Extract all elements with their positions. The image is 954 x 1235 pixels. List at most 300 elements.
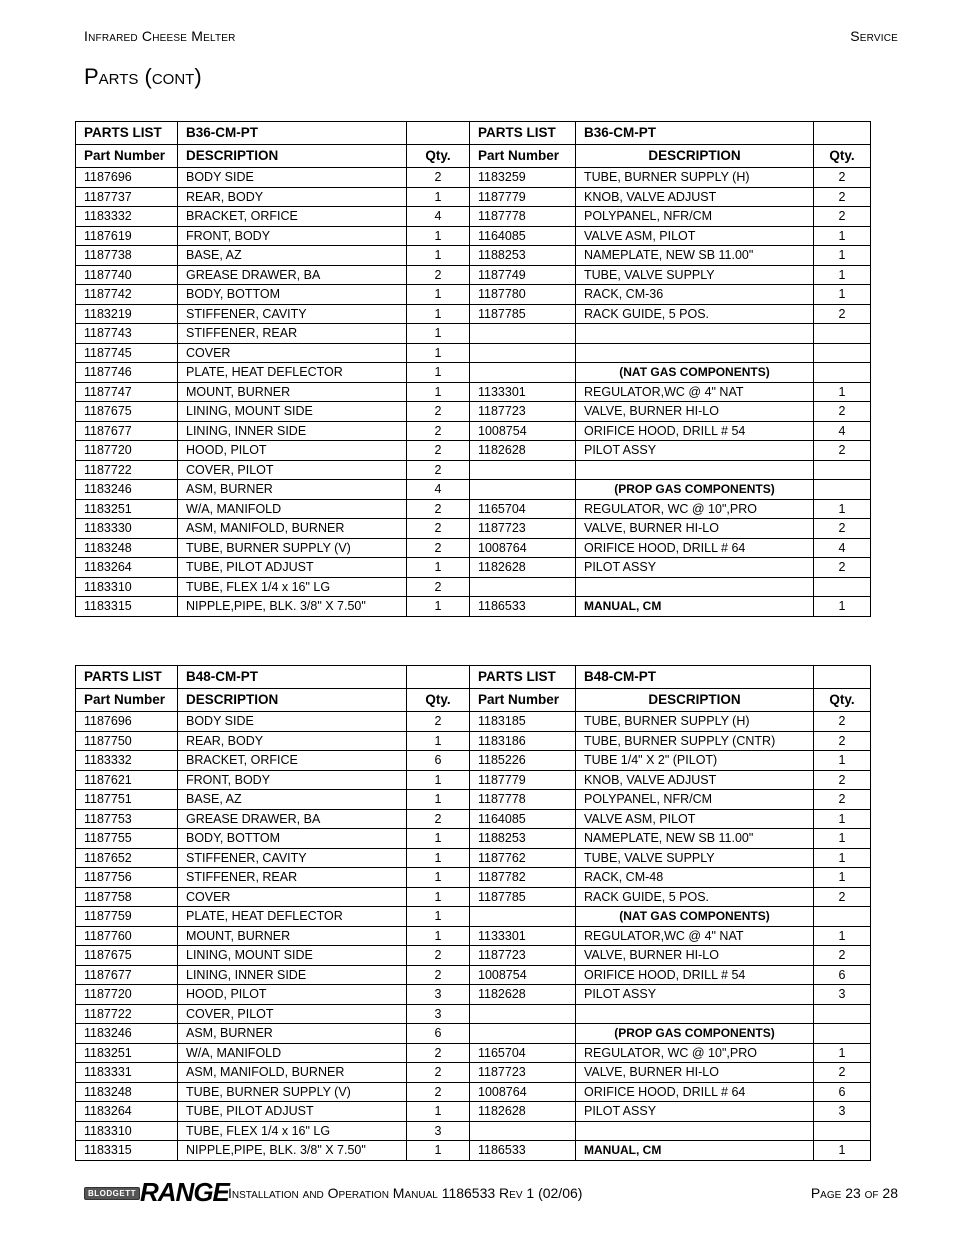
header-title: Infrared Cheese Melter — [84, 28, 236, 44]
part-number-cell: 1183246 — [76, 480, 178, 500]
part-number-cell: 1187755 — [76, 829, 178, 849]
description-cell: COVER — [178, 343, 407, 363]
qty-cell — [814, 343, 871, 363]
description-cell: KNOB, VALVE ADJUST — [576, 187, 814, 207]
description-cell: HOOD, PILOT — [178, 985, 407, 1005]
part-number-cell: 1187749 — [470, 265, 576, 285]
qty-cell: 2 — [407, 965, 470, 985]
description-cell: GREASE DRAWER, BA — [178, 809, 407, 829]
table-row — [76, 829, 871, 849]
table-row — [76, 187, 871, 207]
part-number-cell: 1187750 — [76, 731, 178, 751]
part-number-cell: 1187738 — [76, 246, 178, 266]
col-header-description: DESCRIPTION — [178, 689, 407, 712]
table-row — [76, 597, 871, 617]
qty-cell: 2 — [814, 187, 871, 207]
description-cell: VALVE, BURNER HI-LO — [576, 946, 814, 966]
qty-cell: 2 — [814, 168, 871, 188]
qty-cell: 2 — [407, 402, 470, 422]
qty-cell: 6 — [407, 1024, 470, 1044]
qty-cell: 1 — [814, 285, 871, 305]
description-cell: RACK, CM-48 — [576, 868, 814, 888]
table-row — [76, 809, 871, 829]
part-number-cell: 1183246 — [76, 1024, 178, 1044]
parts-list-label: PARTS LIST — [76, 122, 178, 145]
description-cell: VALVE, BURNER HI-LO — [576, 402, 814, 422]
part-number-cell: 1187723 — [470, 402, 576, 422]
part-number-cell: 1183310 — [76, 1121, 178, 1141]
qty-cell: 1 — [407, 246, 470, 266]
part-number-cell: 1187675 — [76, 946, 178, 966]
part-number-cell: 1187785 — [470, 887, 576, 907]
table-row — [76, 751, 871, 771]
header-section: Service — [850, 28, 898, 44]
col-header-part-number: Part Number — [470, 145, 576, 168]
qty-cell — [814, 907, 871, 927]
table-row — [76, 1121, 871, 1141]
description-cell — [576, 1121, 814, 1141]
table-row — [76, 363, 871, 383]
table-row — [76, 1141, 871, 1161]
description-cell: MANUAL, CM — [576, 1141, 814, 1161]
description-cell: TUBE 1/4" X 2" (PILOT) — [576, 751, 814, 771]
parts-list-spacer — [814, 122, 871, 145]
part-number-cell: 1183186 — [470, 731, 576, 751]
col-header-qty: Qty. — [814, 145, 871, 168]
description-cell: REGULATOR, WC @ 10",PRO — [576, 1043, 814, 1063]
part-number-cell: 1008764 — [470, 1082, 576, 1102]
description-cell: BODY SIDE — [178, 168, 407, 188]
part-number-cell: 1183251 — [76, 1043, 178, 1063]
qty-cell — [814, 480, 871, 500]
description-cell: VALVE, BURNER HI-LO — [576, 1063, 814, 1083]
table-row — [76, 731, 871, 751]
part-number-cell: 1188253 — [470, 246, 576, 266]
parts-list-label: PARTS LIST — [76, 666, 178, 689]
qty-cell: 2 — [814, 790, 871, 810]
part-number-cell: 1187737 — [76, 187, 178, 207]
description-cell: REGULATOR,WC @ 4" NAT — [576, 926, 814, 946]
table-row — [76, 421, 871, 441]
table-row — [76, 382, 871, 402]
qty-cell: 1 — [407, 848, 470, 868]
qty-cell: 1 — [407, 907, 470, 927]
qty-cell: 2 — [407, 441, 470, 461]
qty-cell: 1 — [814, 265, 871, 285]
part-number-cell: 1182628 — [470, 985, 576, 1005]
part-number-cell: 1165704 — [470, 1043, 576, 1063]
part-number-cell: 1183332 — [76, 751, 178, 771]
table-row — [76, 926, 871, 946]
part-number-cell: 1187619 — [76, 226, 178, 246]
description-cell: TUBE, PILOT ADJUST — [178, 1102, 407, 1122]
part-number-cell: 1133301 — [470, 382, 576, 402]
part-number-cell: 1187785 — [470, 304, 576, 324]
qty-cell: 2 — [814, 304, 871, 324]
part-number-cell: 1187675 — [76, 402, 178, 422]
qty-cell: 1 — [814, 848, 871, 868]
part-number-cell — [470, 343, 576, 363]
qty-cell: 2 — [814, 1063, 871, 1083]
qty-cell: 1 — [407, 829, 470, 849]
table-row — [76, 441, 871, 461]
part-number-cell: 1183219 — [76, 304, 178, 324]
description-cell: TUBE, VALVE SUPPLY — [576, 265, 814, 285]
part-number-cell — [470, 1024, 576, 1044]
qty-cell: 1 — [814, 926, 871, 946]
part-number-cell: 1187753 — [76, 809, 178, 829]
table-row — [76, 480, 871, 500]
description-cell: BODY, BOTTOM — [178, 829, 407, 849]
table-row — [76, 460, 871, 480]
part-number-cell: 1183332 — [76, 207, 178, 227]
qty-cell — [814, 1121, 871, 1141]
qty-cell: 1 — [814, 868, 871, 888]
description-cell: RACK, CM-36 — [576, 285, 814, 305]
col-header-qty: Qty. — [814, 689, 871, 712]
column-header-row — [76, 689, 871, 712]
table-row — [76, 790, 871, 810]
qty-cell: 3 — [407, 1004, 470, 1024]
page-title: Parts (cont) — [84, 64, 202, 89]
table-row — [76, 1082, 871, 1102]
description-cell: ORIFICE HOOD, DRILL # 54 — [576, 965, 814, 985]
description-cell: LINING, INNER SIDE — [178, 421, 407, 441]
table-row — [76, 265, 871, 285]
part-number-cell: 1187762 — [470, 848, 576, 868]
table-row — [76, 907, 871, 927]
col-header-description: DESCRIPTION — [178, 145, 407, 168]
part-number-cell: 1183264 — [76, 558, 178, 578]
model-number: B48-CM-PT — [576, 666, 814, 689]
description-cell: REAR, BODY — [178, 187, 407, 207]
part-number-cell: 1187696 — [76, 168, 178, 188]
part-number-cell: 1187779 — [470, 770, 576, 790]
part-number-cell: 1187720 — [76, 985, 178, 1005]
col-header-qty: Qty. — [407, 689, 470, 712]
qty-cell: 1 — [814, 1043, 871, 1063]
description-cell: BRACKET, ORFICE — [178, 751, 407, 771]
part-number-cell: 1187742 — [76, 285, 178, 305]
part-number-cell: 1187696 — [76, 712, 178, 732]
description-cell: STIFFENER, CAVITY — [178, 304, 407, 324]
qty-cell: 3 — [814, 1102, 871, 1122]
part-number-cell: 1187780 — [470, 285, 576, 305]
part-number-cell: 1187747 — [76, 382, 178, 402]
table-row — [76, 499, 871, 519]
qty-cell: 2 — [407, 538, 470, 558]
part-number-cell: 1008754 — [470, 421, 576, 441]
part-number-cell: 1187677 — [76, 965, 178, 985]
part-number-cell: 1165704 — [470, 499, 576, 519]
qty-cell: 1 — [407, 343, 470, 363]
qty-cell — [814, 460, 871, 480]
description-cell: PILOT ASSY — [576, 1102, 814, 1122]
table-row — [76, 519, 871, 539]
description-cell: BASE, AZ — [178, 246, 407, 266]
table-row — [76, 985, 871, 1005]
qty-cell: 2 — [407, 577, 470, 597]
qty-cell: 2 — [814, 519, 871, 539]
description-cell: VALVE ASM, PILOT — [576, 226, 814, 246]
table-row — [76, 538, 871, 558]
qty-cell — [814, 1004, 871, 1024]
table-row — [76, 946, 871, 966]
description-cell: COVER, PILOT — [178, 460, 407, 480]
description-cell: TUBE, BURNER SUPPLY (H) — [576, 168, 814, 188]
part-number-cell: 1183251 — [76, 499, 178, 519]
description-cell: TUBE, BURNER SUPPLY (H) — [576, 712, 814, 732]
qty-cell: 1 — [407, 226, 470, 246]
part-number-cell: 1133301 — [470, 926, 576, 946]
description-cell: ORIFICE HOOD, DRILL # 64 — [576, 1082, 814, 1102]
part-number-cell: 1182628 — [470, 441, 576, 461]
qty-cell: 1 — [814, 499, 871, 519]
qty-cell: 2 — [814, 402, 871, 422]
description-cell: LINING, MOUNT SIDE — [178, 946, 407, 966]
logo-small-text: BLODGETT — [84, 1187, 140, 1200]
section-heading-cell: (NAT GAS COMPONENTS) — [576, 363, 814, 383]
col-header-part-number: Part Number — [76, 689, 178, 712]
description-cell: REAR, BODY — [178, 731, 407, 751]
part-number-cell: 1183315 — [76, 597, 178, 617]
qty-cell: 1 — [407, 558, 470, 578]
qty-cell: 1 — [407, 304, 470, 324]
part-number-cell: 1187723 — [470, 946, 576, 966]
description-cell: TUBE, BURNER SUPPLY (CNTR) — [576, 731, 814, 751]
qty-cell: 1 — [407, 382, 470, 402]
qty-cell: 4 — [407, 480, 470, 500]
part-number-cell: 1183331 — [76, 1063, 178, 1083]
qty-cell: 6 — [407, 751, 470, 771]
qty-cell: 2 — [407, 809, 470, 829]
part-number-cell: 1183330 — [76, 519, 178, 539]
part-number-cell: 1183248 — [76, 538, 178, 558]
description-cell: PILOT ASSY — [576, 985, 814, 1005]
description-cell: NAMEPLATE, NEW SB 11.00" — [576, 829, 814, 849]
part-number-cell: 1187759 — [76, 907, 178, 927]
qty-cell: 1 — [407, 868, 470, 888]
qty-cell: 2 — [407, 1043, 470, 1063]
qty-cell: 2 — [407, 168, 470, 188]
part-number-cell: 1187751 — [76, 790, 178, 810]
qty-cell: 1 — [407, 1141, 470, 1161]
parts-list-spacer — [814, 666, 871, 689]
table-row — [76, 1063, 871, 1083]
table-row — [76, 577, 871, 597]
qty-cell: 6 — [814, 965, 871, 985]
description-cell: NIPPLE,PIPE, BLK. 3/8" X 7.50" — [178, 597, 407, 617]
description-cell: ASM, MANIFOLD, BURNER — [178, 1063, 407, 1083]
part-number-cell: 1185226 — [470, 751, 576, 771]
description-cell: TUBE, VALVE SUPPLY — [576, 848, 814, 868]
qty-cell: 2 — [814, 731, 871, 751]
description-cell: RACK GUIDE, 5 POS. — [576, 887, 814, 907]
part-number-cell: 1187782 — [470, 868, 576, 888]
part-number-cell: 1183310 — [76, 577, 178, 597]
col-header-part-number: Part Number — [470, 689, 576, 712]
parts-list-label: PARTS LIST — [470, 122, 576, 145]
description-cell: BODY, BOTTOM — [178, 285, 407, 305]
description-cell: TUBE, BURNER SUPPLY (V) — [178, 538, 407, 558]
section-heading-cell: (PROP GAS COMPONENTS) — [576, 1024, 814, 1044]
description-cell — [576, 324, 814, 344]
description-cell: HOOD, PILOT — [178, 441, 407, 461]
table-row — [76, 402, 871, 422]
part-number-cell: 1187756 — [76, 868, 178, 888]
qty-cell: 4 — [814, 421, 871, 441]
description-cell: W/A, MANIFOLD — [178, 1043, 407, 1063]
description-cell: NIPPLE,PIPE, BLK. 3/8" X 7.50" — [178, 1141, 407, 1161]
part-number-cell: 1187746 — [76, 363, 178, 383]
part-number-cell: 1187758 — [76, 887, 178, 907]
table-row — [76, 1024, 871, 1044]
qty-cell: 2 — [407, 946, 470, 966]
col-header-description: DESCRIPTION — [576, 145, 814, 168]
qty-cell: 1 — [407, 597, 470, 617]
description-cell: PILOT ASSY — [576, 441, 814, 461]
qty-cell: 3 — [407, 985, 470, 1005]
description-cell: MOUNT, BURNER — [178, 926, 407, 946]
qty-cell: 2 — [814, 887, 871, 907]
table-row — [76, 712, 871, 732]
table-row — [76, 343, 871, 363]
qty-cell: 2 — [407, 265, 470, 285]
section-heading-cell: (PROP GAS COMPONENTS) — [576, 480, 814, 500]
table-row — [76, 168, 871, 188]
part-number-cell: 1187722 — [76, 460, 178, 480]
description-cell: ORIFICE HOOD, DRILL # 54 — [576, 421, 814, 441]
table-row — [76, 558, 871, 578]
description-cell: POLYPANEL, NFR/CM — [576, 790, 814, 810]
part-number-cell: 1187778 — [470, 207, 576, 227]
part-number-cell: 1182628 — [470, 1102, 576, 1122]
qty-cell: 1 — [407, 324, 470, 344]
description-cell — [576, 343, 814, 363]
description-cell: FRONT, BODY — [178, 226, 407, 246]
parts-list-row — [76, 666, 871, 689]
qty-cell — [814, 1024, 871, 1044]
part-number-cell: 1187740 — [76, 265, 178, 285]
qty-cell: 1 — [814, 382, 871, 402]
parts-list-spacer — [407, 666, 470, 689]
qty-cell: 1 — [814, 751, 871, 771]
qty-cell — [814, 577, 871, 597]
table-row — [76, 324, 871, 344]
part-number-cell: 1187779 — [470, 187, 576, 207]
part-number-cell: 1164085 — [470, 226, 576, 246]
description-cell: VALVE, BURNER HI-LO — [576, 519, 814, 539]
page-footer — [84, 1177, 898, 1207]
description-cell: TUBE, BURNER SUPPLY (V) — [178, 1082, 407, 1102]
part-number-cell: 1187720 — [76, 441, 178, 461]
part-number-cell: 1187760 — [76, 926, 178, 946]
qty-cell: 2 — [814, 770, 871, 790]
description-cell: NAMEPLATE, NEW SB 11.00" — [576, 246, 814, 266]
qty-cell: 2 — [814, 946, 871, 966]
table-row — [76, 226, 871, 246]
description-cell: FRONT, BODY — [178, 770, 407, 790]
part-number-cell — [470, 1121, 576, 1141]
qty-cell: 2 — [814, 207, 871, 227]
description-cell — [576, 1004, 814, 1024]
model-number: B36-CM-PT — [178, 122, 407, 145]
description-cell: KNOB, VALVE ADJUST — [576, 770, 814, 790]
part-number-cell: 1183264 — [76, 1102, 178, 1122]
qty-cell: 2 — [814, 558, 871, 578]
qty-cell: 2 — [407, 519, 470, 539]
part-number-cell: 1183259 — [470, 168, 576, 188]
table-row — [76, 285, 871, 305]
description-cell: LINING, INNER SIDE — [178, 965, 407, 985]
table-row — [76, 868, 871, 888]
parts-list-spacer — [407, 122, 470, 145]
qty-cell: 2 — [407, 1063, 470, 1083]
qty-cell: 1 — [814, 1141, 871, 1161]
parts-list-row — [76, 122, 871, 145]
table-row — [76, 965, 871, 985]
qty-cell: 4 — [814, 538, 871, 558]
qty-cell: 1 — [407, 731, 470, 751]
description-cell: REGULATOR, WC @ 10",PRO — [576, 499, 814, 519]
part-number-cell: 1187652 — [76, 848, 178, 868]
part-number-cell: 1187778 — [470, 790, 576, 810]
description-cell: REGULATOR,WC @ 4" NAT — [576, 382, 814, 402]
table-row — [76, 246, 871, 266]
model-number: B36-CM-PT — [576, 122, 814, 145]
part-number-cell: 1183315 — [76, 1141, 178, 1161]
col-header-part-number: Part Number — [76, 145, 178, 168]
parts-list-label: PARTS LIST — [470, 666, 576, 689]
qty-cell: 1 — [407, 770, 470, 790]
qty-cell: 2 — [407, 499, 470, 519]
description-cell: RACK GUIDE, 5 POS. — [576, 304, 814, 324]
part-number-cell: 1186533 — [470, 1141, 576, 1161]
part-number-cell — [470, 577, 576, 597]
qty-cell: 2 — [814, 441, 871, 461]
col-header-description: DESCRIPTION — [576, 689, 814, 712]
description-cell: MOUNT, BURNER — [178, 382, 407, 402]
description-cell: BODY SIDE — [178, 712, 407, 732]
part-number-cell: 1164085 — [470, 809, 576, 829]
parts-table-b36 — [75, 121, 871, 617]
qty-cell: 3 — [407, 1121, 470, 1141]
table-row — [76, 1043, 871, 1063]
description-cell: MANUAL, CM — [576, 597, 814, 617]
description-cell: STIFFENER, REAR — [178, 324, 407, 344]
table-row — [76, 207, 871, 227]
part-number-cell: 1188253 — [470, 829, 576, 849]
description-cell: TUBE, PILOT ADJUST — [178, 558, 407, 578]
description-cell: PILOT ASSY — [576, 558, 814, 578]
qty-cell: 2 — [407, 712, 470, 732]
description-cell: PLATE, HEAT DEFLECTOR — [178, 907, 407, 927]
footer-page-number: Page 23 of 28 — [810, 1185, 898, 1201]
qty-cell: 1 — [407, 285, 470, 305]
table-row — [76, 1004, 871, 1024]
qty-cell: 1 — [407, 187, 470, 207]
part-number-cell — [470, 324, 576, 344]
qty-cell: 1 — [814, 226, 871, 246]
part-number-cell: 1186533 — [470, 597, 576, 617]
description-cell — [576, 460, 814, 480]
table-row — [76, 1102, 871, 1122]
qty-cell: 1 — [407, 926, 470, 946]
qty-cell: 1 — [814, 809, 871, 829]
description-cell: ASM, BURNER — [178, 1024, 407, 1044]
brand-logo — [84, 1177, 229, 1207]
qty-cell: 1 — [814, 246, 871, 266]
